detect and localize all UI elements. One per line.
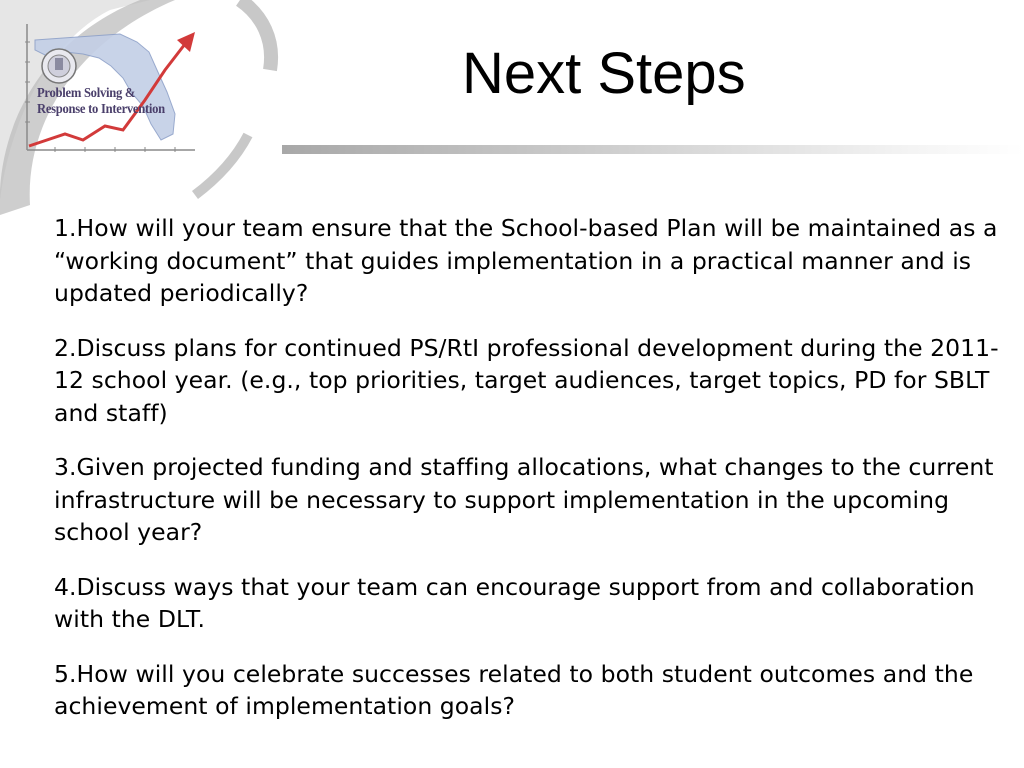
list-item: 4.Discuss ways that your team can encourage support from and collaboration with the DLT. (54, 572, 975, 633)
list-item: 2.Discuss plans for continued PS/RtI professional development during the 2011-12 school year. (e.g., top priorities, target audiences, target topics, PD for SBLT and staff) (54, 333, 999, 427)
problem-solving-rti-logo (25, 22, 197, 152)
list-item: 1.How will your team ensure that the School-based Plan will be maintained as a “working document” that guides implementation in a practical manner and is updated periodically? (54, 214, 998, 307)
list-item: 3.Given projected funding and staffing allocations, what changes to the current infrastructure will be necessary to support implementation in the upcoming school year? (54, 453, 994, 546)
list-item: 5.How will you celebrate successes related to both student outcomes and the achievement of implementation goals? (54, 659, 974, 720)
logo-line-2: Response to Intervention (37, 102, 165, 117)
next-steps-list (54, 212, 999, 745)
logo-caption (37, 86, 165, 118)
title-divider (282, 145, 1024, 154)
logo-line-1: Problem Solving & (37, 86, 136, 101)
slide-title: Next Steps (462, 41, 746, 106)
